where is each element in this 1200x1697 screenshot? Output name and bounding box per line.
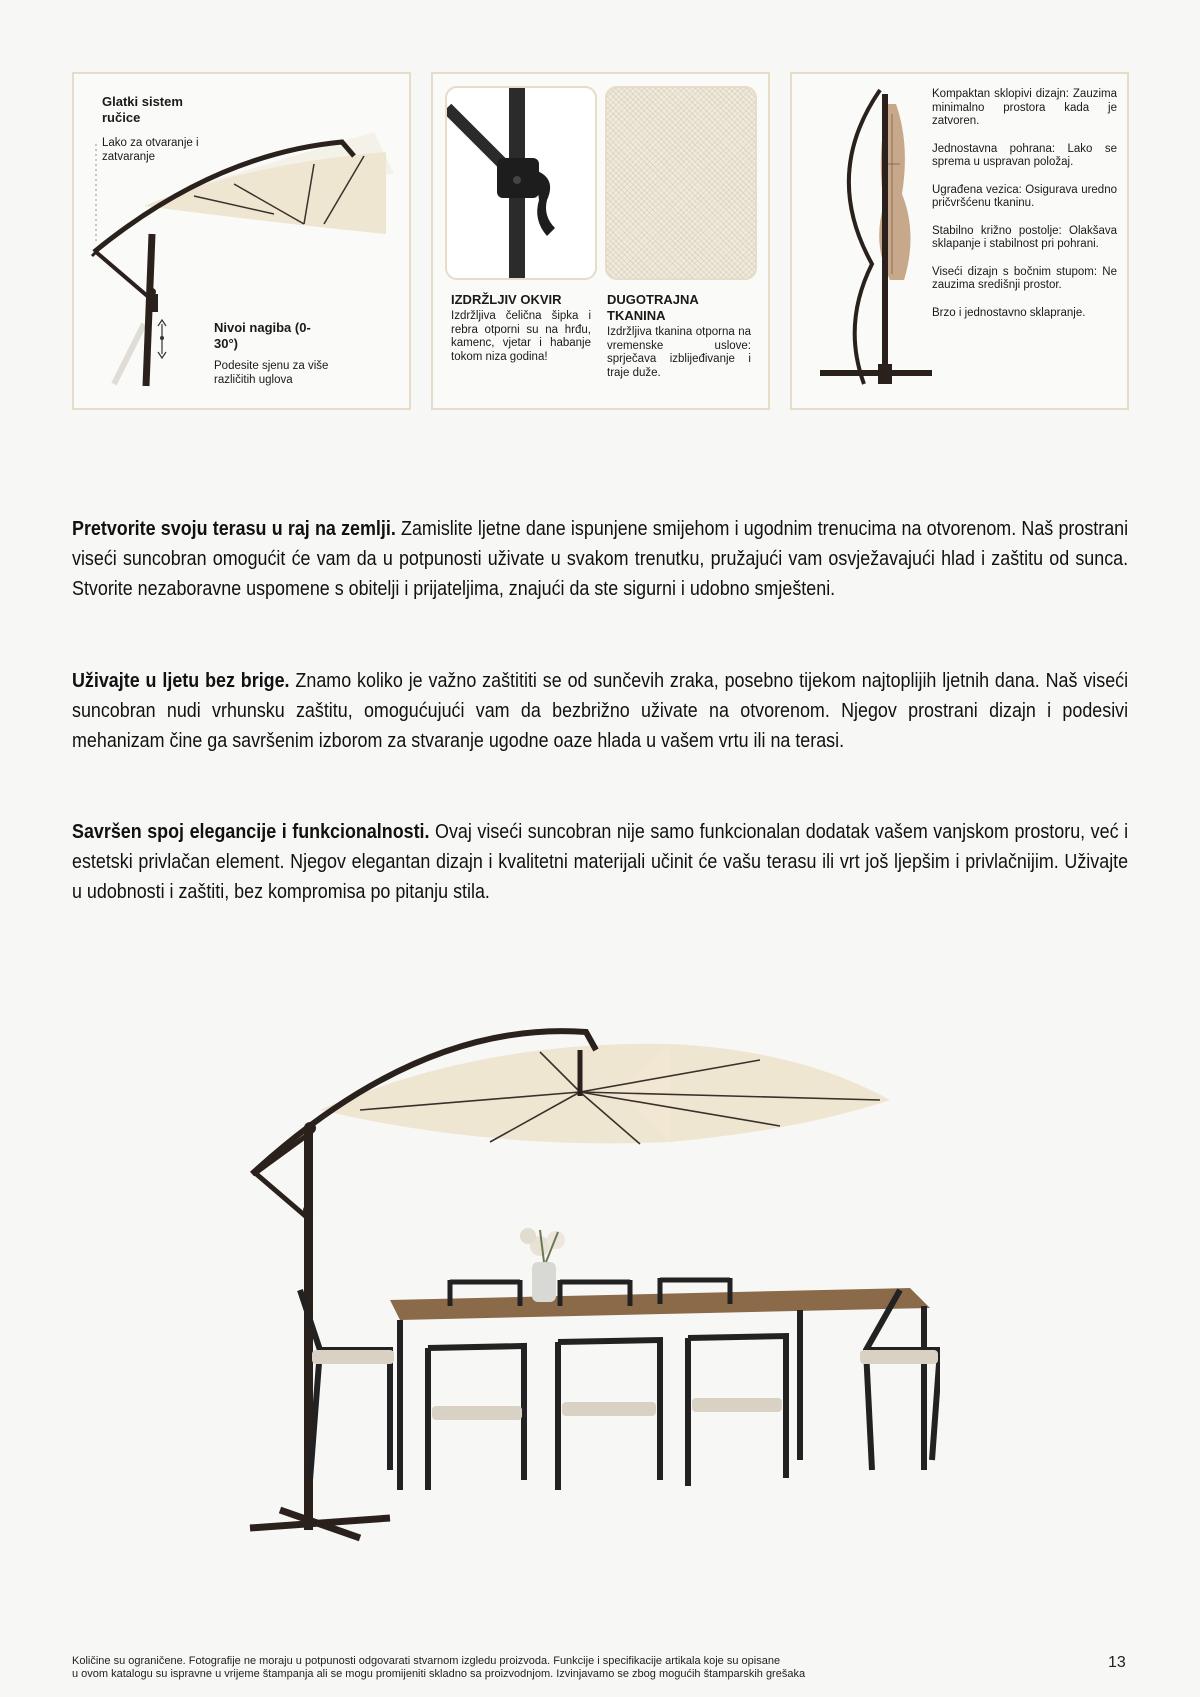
handle-title: Glatki sistem ručice: [102, 94, 183, 125]
paragraph-lead: Pretvorite svoju terasu u raj na zemlji.: [72, 518, 396, 540]
feature-panel-handle-tilt: [72, 72, 411, 410]
feature-item: Viseći dizajn s bočnim stupom: Ne zauzima središnji prostor.: [932, 265, 1117, 291]
paragraph-elegance: [72, 817, 1128, 907]
tilt-title: Nivoi nagiba (0-30°): [214, 320, 311, 351]
fabric-title: DUGOTRAJNA TKANINA: [607, 292, 699, 323]
feature-item: Ugrađena vezica: Osigurava uredno pričvršćenu tkaninu.: [932, 183, 1117, 209]
paragraph-summer: [72, 666, 1128, 756]
feature-item: Brzo i jednostavno sklapranje.: [932, 306, 1086, 319]
feature-item: Jednostavna pohrana: Lako se sprema u uspravan položaj.: [932, 142, 1117, 168]
fabric-closeup-image: [605, 86, 757, 280]
fabric-description: Izdržljiva tkanina otporna na vremenske uslove: sprječava izblijeđivanje i traje duže.: [607, 326, 751, 379]
paragraph-body: Zamislite ljetne dane ispunjene smijehom i ugodnim trenucima na otvorenom. Naš prostrani viseći suncobran omogućit će vam da u potpunosti uživate u svakom trenutku, pružajući vam osvježavajući hlad i zaštitu od sunca. Stvorite nezaboravne uspomene s obitelji i prijateljima, znajući da ste sigurni i udobno smješteni.: [72, 518, 1129, 600]
footer-disclaimer: [72, 1655, 1052, 1681]
disclaimer-line: Količine su ograničene. Fotografije ne moraju u potpunosti odgovarati stvarnom izgledu proizvoda. Funkcije i specifikacije artikala koje su opisane: [72, 1655, 781, 1667]
frame-closeup-image: [445, 86, 597, 280]
feature-item: Kompaktan sklopivi dizajn: Zauzima minimalno prostora kada je zatvoren.: [932, 88, 1117, 127]
feature-panel-frame-fabric: [431, 72, 770, 410]
feature-panel-compact: [790, 72, 1129, 410]
tilt-description: Podesite sjenu za više različitih uglova: [214, 360, 329, 386]
umbrella-dining-scene-image: [240, 1010, 940, 1570]
disclaimer-line: u ovom katalogu su ispravne u vrijeme štampanja ali se mogu promijeniti skladno sa proizvodnjom. Izvinjavamo se zbog mogućih štamparskih grešaka: [72, 1668, 806, 1680]
frame-title: IZDRŽLJIV OKVIR: [451, 292, 562, 307]
paragraph-terrace: [72, 514, 1128, 604]
paragraph-body: Ovaj viseći suncobran nije samo funkcionalan dodatak vašem vanjskom prostoru, već i estetski privlačan element. Njegov elegantan dizajn i kvalitetni materijali učinit će vašu terasu ili vrt još ljepšim i privlačnijim. Uživajte u udobnosti i zaštiti, bez kompromisa po pitanju stila.: [72, 821, 1129, 903]
compact-features-list: [932, 88, 1117, 320]
frame-description: Izdržljiva čelična šipka i rebra otporni su na hrđu, kamenc, vjetar i habanje tokom niza godina!: [451, 310, 591, 363]
paragraph-body: Znamo koliko je važno zaštititi se od sunčevih zraka, posebno tijekom najtoplijih ljetnih dana. Naš viseći suncobran nudi vrhunsku zaštitu, omogućujući vam da bezbrižno uživate na otvorenom. Njegov prostrani dizajn i podesivi mehanizam čine ga savršenim izborom za stvaranje ugodne oaze hlada u vašem vrtu ili na terasi.: [72, 670, 1129, 752]
paragraph-lead: Savršen spoj elegancije i funkcionalnosti.: [72, 821, 430, 843]
feature-item: Stabilno križno postolje: Olakšava sklapanje i stabilnost pri pohrani.: [932, 224, 1117, 250]
handle-description: Lako za otvaranje i zatvaranje: [102, 137, 199, 163]
folded-umbrella-illustration: [792, 74, 932, 408]
crank-handle-illustration: [447, 88, 597, 280]
page-number: 13: [1108, 1654, 1126, 1671]
paragraph-lead: Uživajte u ljetu bez brige.: [72, 670, 290, 692]
